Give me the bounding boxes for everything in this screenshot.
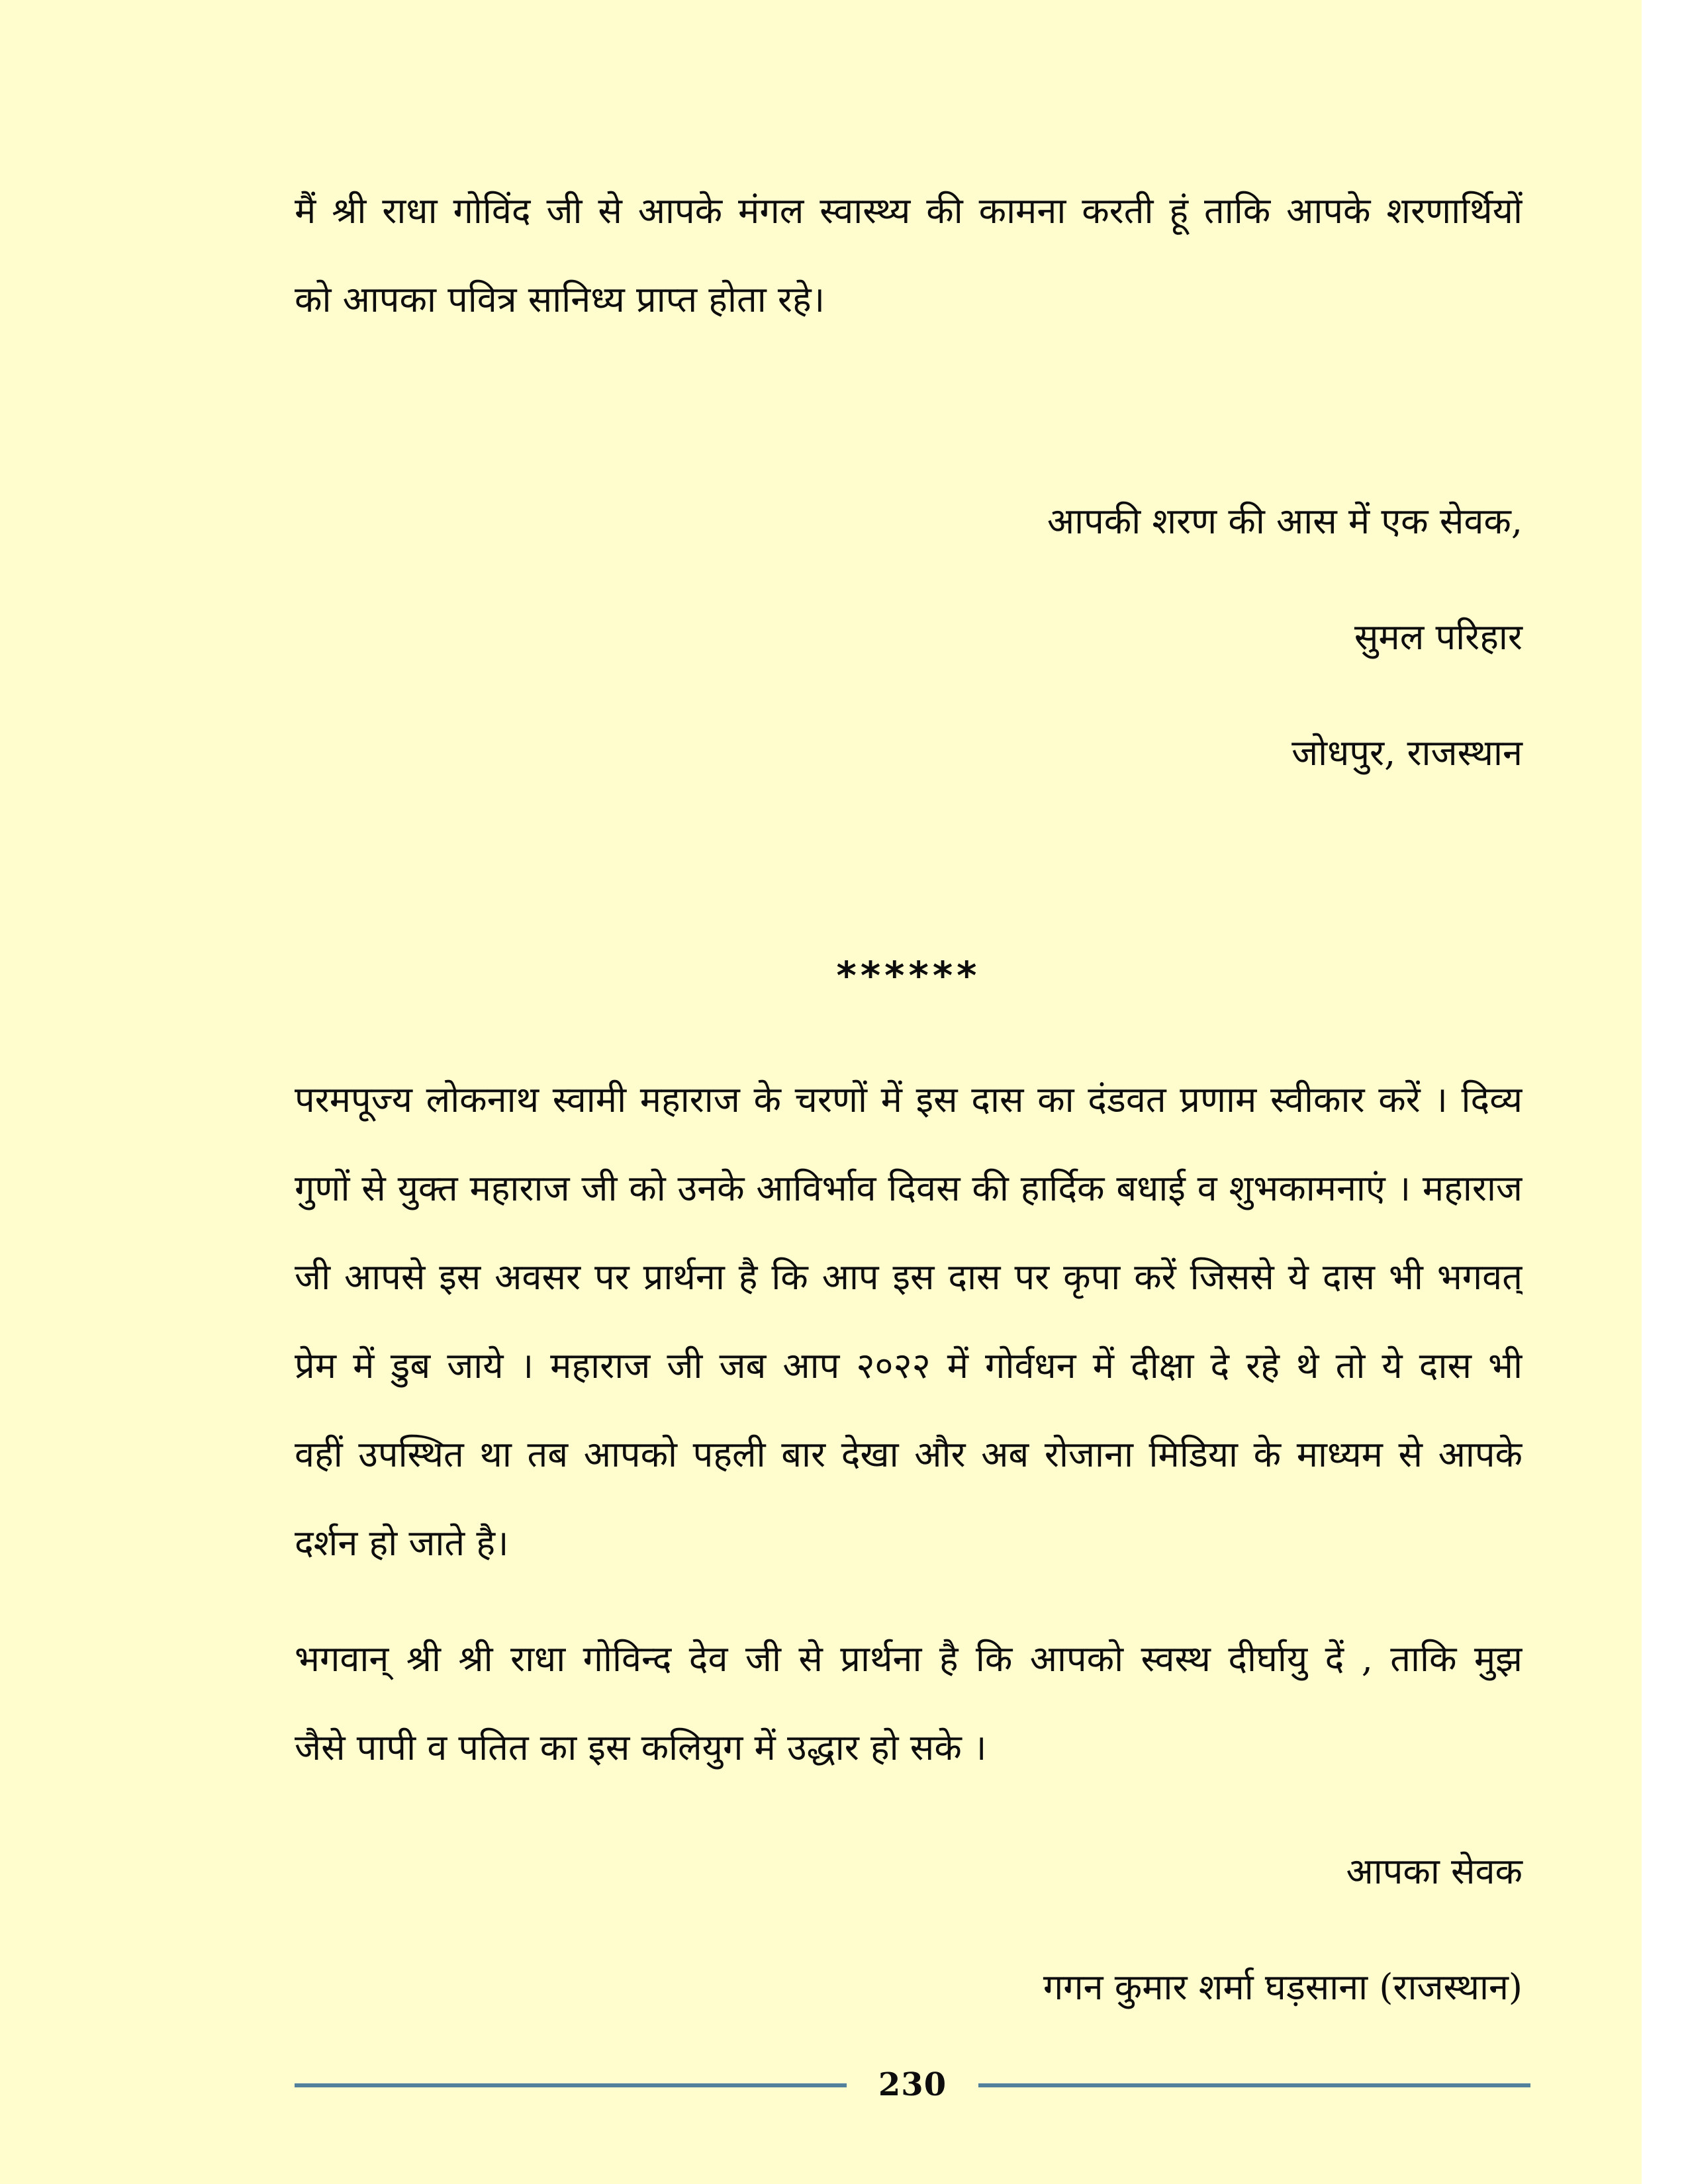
paragraph-2-line-5: वहीं उपस्थित था तब आपको पहली बार देखा और अब रोजाना मिडिया के माध्यम से आपके — [295, 1433, 1523, 1475]
section-separator — [295, 923, 1523, 1013]
footer-rule-right — [978, 2083, 1530, 2087]
paragraph-2 — [295, 1056, 1523, 1588]
page-footer — [295, 2055, 1530, 2115]
signature-2-name: गगन कुमार शर्मा घड़साना (राजस्थान) — [1043, 1966, 1523, 2008]
signature-block-2-name — [295, 1942, 1523, 2032]
signature-2-salutation: आपका सेवक — [1346, 1850, 1523, 1892]
paragraph-2-line-4: प्रेम में डुब जाये । महाराज जी जब आप २०२२ में गोर्वधन में दीक्षा दे रहे थे तो ये दास भी — [295, 1345, 1523, 1387]
footer-rule-left — [295, 2083, 847, 2087]
paragraph-2-line-2: गुणों से युक्त महाराज जी को उनके आविर्भाव दिवस की हार्दिक बधाई व शुभकामनाएं । महाराज — [295, 1167, 1523, 1209]
signature-1-name: सुमल परिहार — [1354, 616, 1523, 658]
separator-asterisks: ****** — [836, 953, 981, 998]
paragraph-1 — [295, 167, 1523, 344]
paragraph-3 — [295, 1615, 1523, 1792]
paragraph-2-line-1: परमपूज्य लोकनाथ स्वामी महाराज के चरणों में इस दास का दंडवत प्रणाम स्वीकार करें । दिव्य — [295, 1079, 1523, 1120]
paragraph-2-line-6: दर्शन हो जाते है। — [295, 1522, 509, 1564]
signature-block-1 — [295, 463, 1523, 811]
page-number: 230 — [878, 2066, 947, 2103]
paragraph-1-line-2: को आपका पवित्र सानिध्य प्राप्त होता रहे। — [295, 279, 825, 320]
paragraph-3-line-1: भगवान् श्री श्री राधा गोविन्द देव जी से प्रार्थना है कि आपको स्वस्थ दीर्घायु दें , ताकि मुझ — [295, 1638, 1523, 1680]
signature-1-salutation: आपकी शरण की आस में एक सेवक, — [1047, 500, 1523, 542]
paragraph-3-line-2: जैसे पापी व पतित का इस कलियुग में उद्धार हो सके । — [295, 1727, 987, 1768]
signature-block-2 — [295, 1827, 1523, 1916]
paragraph-1-line-1: मैं श्री राधा गोविंद जी से आपके मंगल स्वास्थ्य की कामना करती हूं ताकि आपके शरणार्थियों — [295, 190, 1523, 232]
signature-1-place: जोधपुर, राजस्थान — [1291, 732, 1523, 774]
paragraph-2-line-3: जी आपसे इस अवसर पर प्रार्थना है कि आप इस दास पर कृपा करें जिससे ये दास भी भगवत् — [295, 1256, 1523, 1298]
